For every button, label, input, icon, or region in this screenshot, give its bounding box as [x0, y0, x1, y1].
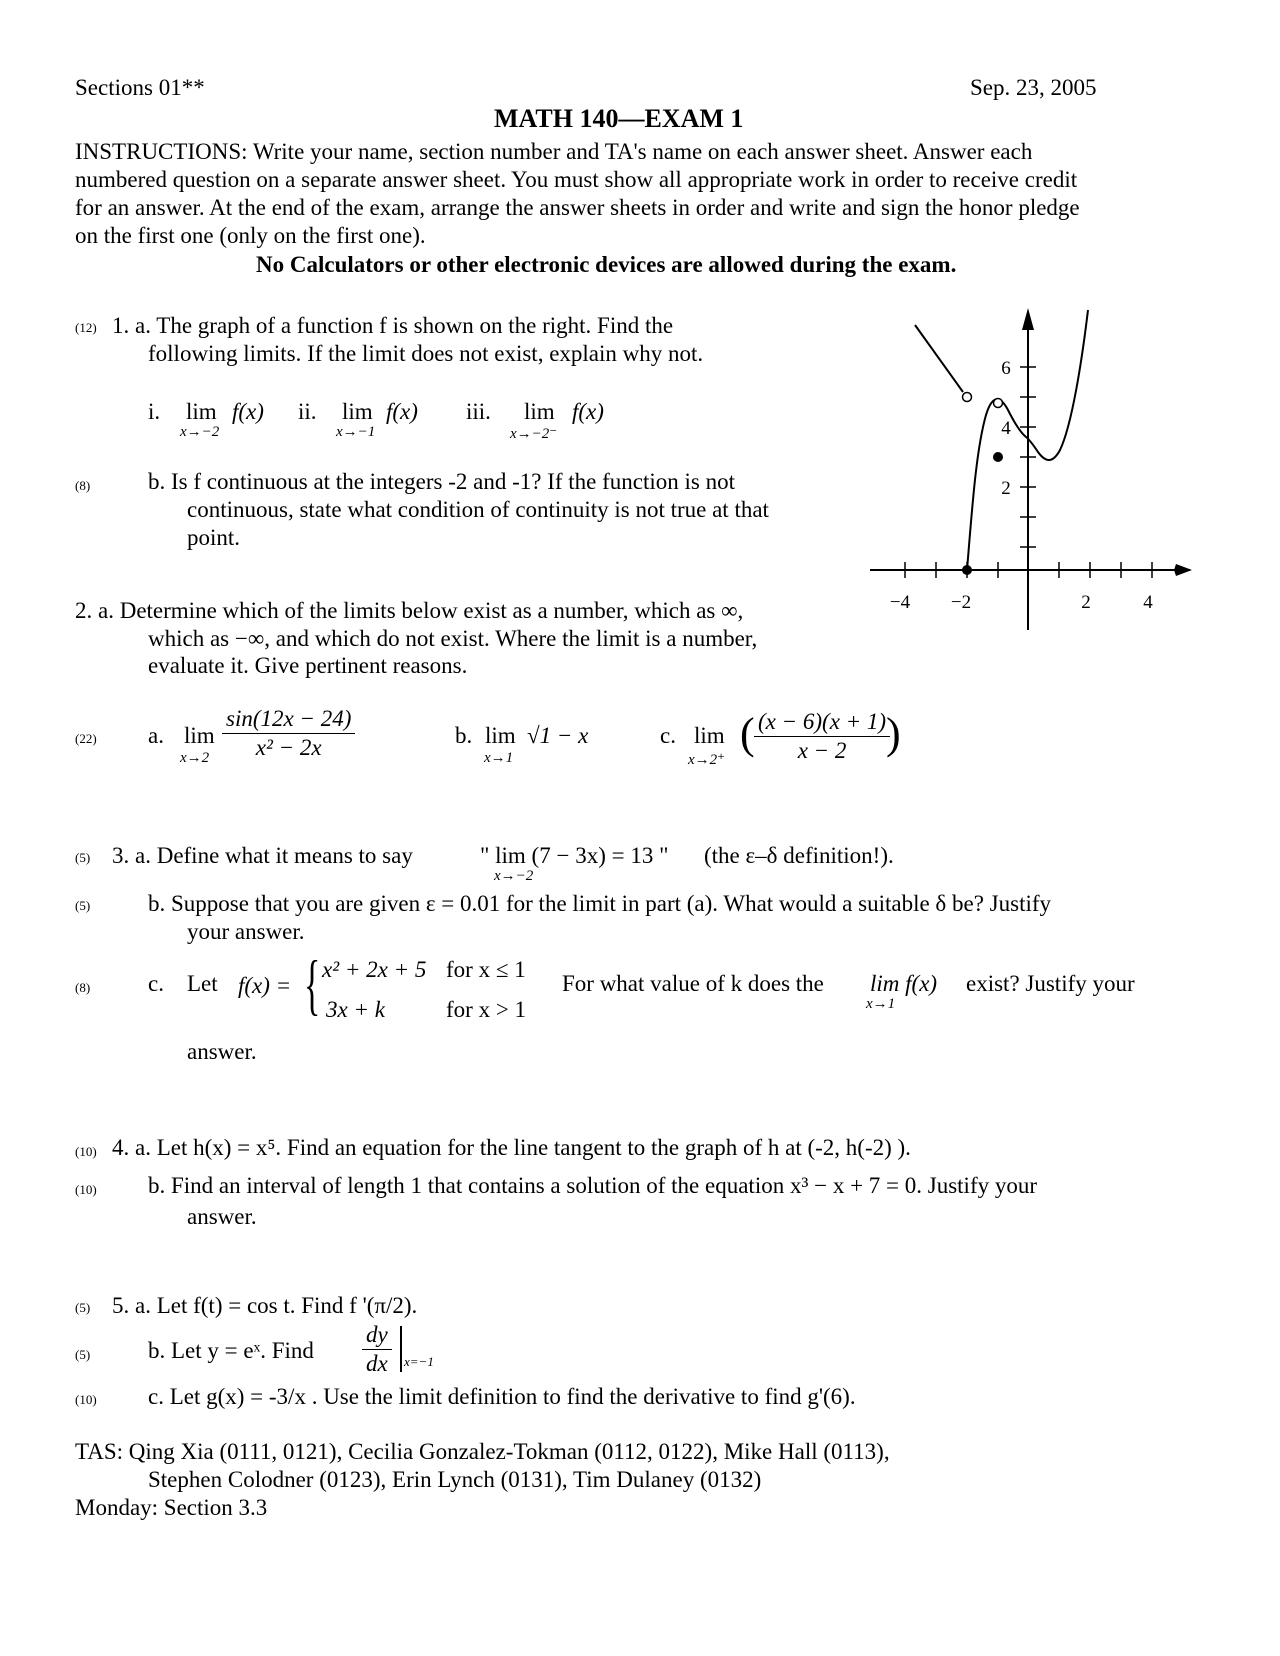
tas-line-1: TAS: Qing Xia (0111, 0121), Cecilia Gonzalez-Tokman (0112, 0122), Mike Hall (0113),	[75, 1439, 890, 1464]
q3c-let: Let	[187, 971, 218, 996]
no-calculators-warning: No Calculators or other electronic devices are allowed during the exam.	[256, 252, 957, 277]
x-tick-label-4: 4	[1143, 592, 1153, 613]
y-tick-label-6: 6	[1001, 358, 1011, 379]
x-tick-label-neg2: −2	[950, 592, 972, 613]
tas-line-2: Stephen Colodner (0123), Erin Lynch (0131), Tim Dulaney (0132)	[148, 1467, 762, 1492]
q1b-line-2: continuous, state what condition of continuity is not true at that	[187, 497, 769, 522]
y-axis-arrow	[1022, 308, 1034, 330]
q3c-case-2: 3x + k	[326, 997, 385, 1022]
q2b-lim: lim	[485, 723, 516, 748]
q3c-label: c.	[148, 971, 164, 996]
q1-item-ii-label: ii.	[298, 399, 317, 424]
q3b-points: (5)	[75, 898, 91, 913]
q2b-label: b.	[455, 723, 473, 748]
instructions-line-3: for an answer. At the end of the exam, arrange the answer sheets in order and write and sign the honor pledge	[75, 195, 1080, 220]
q5c-points: (10)	[75, 1392, 97, 1407]
curve-left-segment	[915, 325, 963, 392]
q2a-label: a.	[148, 723, 164, 748]
q5b-denominator: dx	[366, 1351, 388, 1376]
q3c-sub: x→1	[866, 996, 896, 1012]
sections-label: Sections 01**	[75, 75, 205, 100]
q1b-line-3: point.	[187, 525, 241, 550]
q5b-derivative	[362, 1321, 392, 1378]
q3a-sub: x→−2	[494, 868, 534, 884]
function-graph	[860, 300, 1200, 640]
q2c-label: c.	[660, 723, 676, 748]
filled-point-neg1-3	[993, 452, 1003, 462]
q3c-condition-2: for x > 1	[446, 997, 527, 1022]
instructions-line-4: on the first one (only on the first one).	[75, 223, 426, 248]
monday-reading: Monday: Section 3.3	[75, 1495, 268, 1520]
q3a-text-2: (the ε–δ definition!).	[704, 843, 894, 868]
q5b-points: (5)	[75, 1347, 91, 1362]
q4a-line: 4. a. Let h(x) = x⁵. Find an equation for the line tangent to the graph of h at (-2, h(-2) ).	[112, 1135, 911, 1160]
q2-line-3: evaluate it. Give pertinent reasons.	[148, 653, 468, 678]
x-axis-arrow	[1174, 564, 1192, 576]
q2a-fraction	[222, 705, 355, 762]
q3c-text: For what value of k does the	[562, 971, 824, 996]
q3c-points: (8)	[75, 980, 91, 995]
q5c-line: c. Let g(x) = -3/x . Use the limit definition to find the derivative to find g'(6).	[148, 1384, 856, 1409]
open-point-neg2-6	[963, 393, 972, 402]
open-point-neg1-45	[994, 399, 1003, 408]
q1-item-iii-sub: x→−2⁻	[510, 426, 558, 442]
q1-item-iii-label: iii.	[466, 399, 491, 424]
q1-item-i-sub: x→−2	[180, 424, 220, 440]
q2c-right-paren: )	[886, 709, 901, 758]
q2c-numerator: (x − 6)(x + 1)	[754, 708, 890, 737]
q4a-points: (10)	[75, 1144, 97, 1159]
q5a-points: (5)	[75, 1300, 91, 1315]
q2-points: (22)	[75, 731, 97, 746]
q3a-text: 3. a. Define what it means to say	[112, 843, 413, 868]
q4b-line-1: b. Find an interval of length 1 that contains a solution of the equation x³ − x + 7 = 0. Justify your	[148, 1173, 1038, 1198]
q1a-line-2: following limits. If the limit does not exist, explain why not.	[148, 341, 704, 366]
q5b-eval-bar	[400, 1326, 402, 1372]
q3c-limit: lim f(x)	[870, 971, 938, 996]
q5a-line: 5. a. Let f(t) = cos t. Find f '(π/2).	[112, 1293, 418, 1318]
q1b-line-1: b. Is f continuous at the integers -2 and -1? If the function is not	[148, 469, 735, 494]
q3c-text-2: exist? Justify your	[966, 971, 1135, 996]
q5b-text: b. Let y = eˣ. Find	[148, 1338, 314, 1363]
q2c-left-paren: (	[740, 709, 755, 758]
exam-date: Sep. 23, 2005	[970, 75, 1097, 100]
q1b-points: (8)	[75, 478, 91, 493]
q1-item-iii-fx: f(x)	[572, 399, 604, 424]
q1-item-i-label: i.	[148, 399, 161, 424]
q3a-points: (5)	[75, 850, 91, 865]
q2-line-2: which as −∞, and which do not exist. Where the limit is a number,	[148, 626, 758, 651]
q3b-line-1: b. Suppose that you are given ε = 0.01 for the limit in part (a). What would a suitable δ be? Justify	[148, 891, 1052, 916]
q1-item-ii-sub: x→−1	[336, 424, 376, 440]
instructions-line-2: numbered question on a separate answer sheet. You must show all appropriate work in order to receive credit	[75, 167, 1078, 192]
x-tick-label-2: 2	[1081, 592, 1091, 613]
q1-item-i-fx: f(x)	[232, 399, 264, 424]
q3c-fx: f(x) =	[238, 973, 292, 998]
q4b-points: (10)	[75, 1182, 97, 1197]
y-tick-label-2: 2	[1001, 478, 1011, 499]
q3c-answer: answer.	[187, 1039, 257, 1064]
q2c-fraction	[754, 708, 890, 765]
page-title: MATH 140—EXAM 1	[494, 104, 744, 133]
x-tick-label-neg4: −4	[889, 592, 911, 613]
q2b-expression: √1 − x	[527, 723, 589, 748]
q3b-line-2: your answer.	[187, 919, 305, 944]
filled-point-neg2-0	[962, 565, 972, 575]
q3a-limit-statement: " lim (7 − 3x) = 13 "	[480, 843, 669, 868]
q3c-case-1: x² + 2x + 5	[322, 957, 427, 982]
q5b-eval-point: x=−1	[404, 1354, 434, 1369]
q1-item-ii-fx: f(x)	[386, 399, 418, 424]
q2c-lim: lim	[694, 723, 725, 748]
q1-item-ii-lim: lim	[342, 399, 373, 424]
q2-line-1: 2. a. Determine which of the limits below exist as a number, which as ∞,	[75, 598, 744, 623]
instructions-line-1: INSTRUCTIONS: Write your name, section number and TA's name on each answer sheet. Answer each	[75, 139, 1033, 164]
q2a-sub: x→2	[180, 750, 210, 766]
q3c-brace: {	[304, 946, 321, 1022]
q3c-condition-1: for x ≤ 1	[446, 957, 526, 982]
y-tick-label-4: 4	[1001, 418, 1011, 439]
q2b-sub: x→1	[484, 750, 514, 766]
q2c-sub: x→2⁺	[688, 752, 726, 768]
q2a-denominator: x² − 2x	[255, 735, 322, 760]
q2a-lim: lim	[184, 723, 215, 748]
q4b-line-2: answer.	[187, 1204, 257, 1229]
q5b-numerator: dy	[362, 1321, 392, 1350]
q1a-points: (12)	[75, 320, 97, 335]
q2a-numerator: sin(12x − 24)	[222, 705, 355, 734]
q2c-denominator: x − 2	[797, 738, 847, 763]
q1-item-iii-lim: lim	[524, 399, 555, 424]
q1a-line-1: 1. a. The graph of a function f is shown on the right. Find the	[112, 313, 674, 338]
q1-item-i-lim: lim	[186, 399, 217, 424]
